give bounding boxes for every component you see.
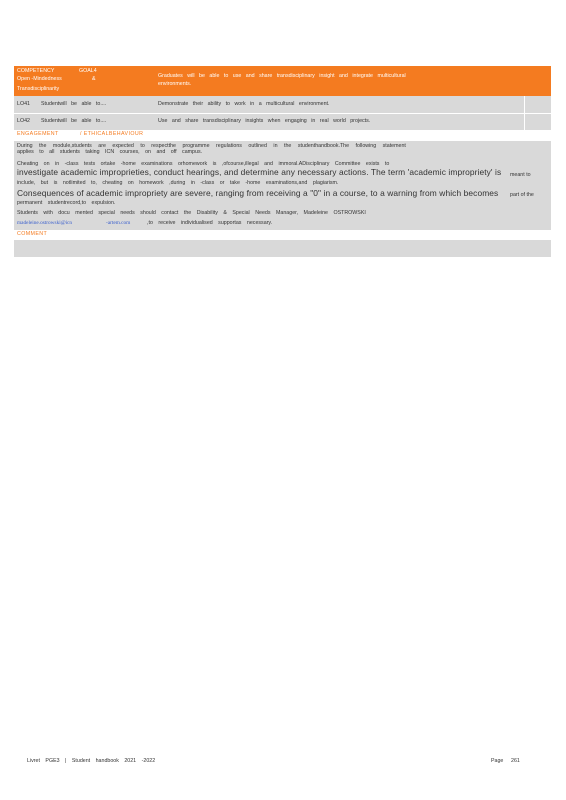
engagement-heading-sub: / ETHICALBEHAVIOUR <box>80 131 144 137</box>
lo-text: Use and share transdisciplinary insights when engaging in real world projects. <box>158 118 371 124</box>
comment-block <box>14 240 551 257</box>
email-link-suffix[interactable]: -artem.com <box>106 220 131 226</box>
engagement-line: permanent studentrecord,to expulsion. <box>17 200 116 206</box>
engagement-line: applies to all students taking ICN courses, on and off campus. <box>17 149 203 155</box>
engagement-line: Cheating on in -class tests ortake -home examinations orhomework is ,ofcourse,illegal and immoral.ADisciplinary Committee exists to <box>17 161 390 167</box>
lo-text: Demonstrate their ability to work in a multicultural environment. <box>158 101 330 107</box>
footer-page-label: Page <box>491 758 504 764</box>
engagement-line: Students with docu mented special needs should contact the Disability & Special Needs Manager, Madeleine OSTROWSKI <box>17 210 366 216</box>
competency-description: Graduates will be able to use and share transdisciplinary insight and integrate multicultural <box>158 73 406 79</box>
divider <box>14 113 551 114</box>
footer-page-number: 261 <box>511 758 520 764</box>
engagement-line: investigate academic improprieties, conduct hearings, and determine any necessary actions. The term 'academic impropriety' is <box>17 167 502 177</box>
competency-amp: & <box>92 76 96 82</box>
email-link[interactable]: madeleine.ostrowski@icn <box>17 220 73 226</box>
lo-code: LO41 <box>17 101 30 107</box>
competency-subtitle-2: Transdisciplinarity <box>17 86 60 92</box>
competency-label: COMPETENCY <box>17 68 55 74</box>
comment-heading: COMMENT <box>17 231 48 237</box>
lo-code: LO42 <box>17 118 30 124</box>
divider <box>524 96 525 130</box>
lo-who: Studentwill be able to.... <box>41 118 107 124</box>
lo-who: Studentwill be able to.... <box>41 101 107 107</box>
engagement-line: Consequences of academic impropriety are severe, ranging from receiving a "0" in a course, to a warning from which becomes <box>17 188 499 198</box>
engagement-heading: ENGAGEMENT <box>17 131 59 137</box>
engagement-line: include, but is notlimited to, cheating on homework ,during in -class or take -home examinations,and plagiarism. <box>17 180 339 186</box>
engagement-line-overlap: part of the <box>510 192 534 198</box>
engagement-line: During the module,students are expected to respectthe programme regulations outlined in the studenthandbook.The following statement <box>17 143 406 149</box>
engagement-line-overlap: meant to <box>510 172 531 178</box>
competency-description-2: environments. <box>158 81 192 87</box>
competency-subtitle: Open -Mindedness <box>17 76 62 82</box>
engagement-line: ,to receive individualised supportas necessary. <box>147 220 273 226</box>
footer-text: Livret PGE3 | Student handbook 2021 -2022 <box>27 758 156 764</box>
competency-goal: GOAL4 <box>79 68 97 74</box>
